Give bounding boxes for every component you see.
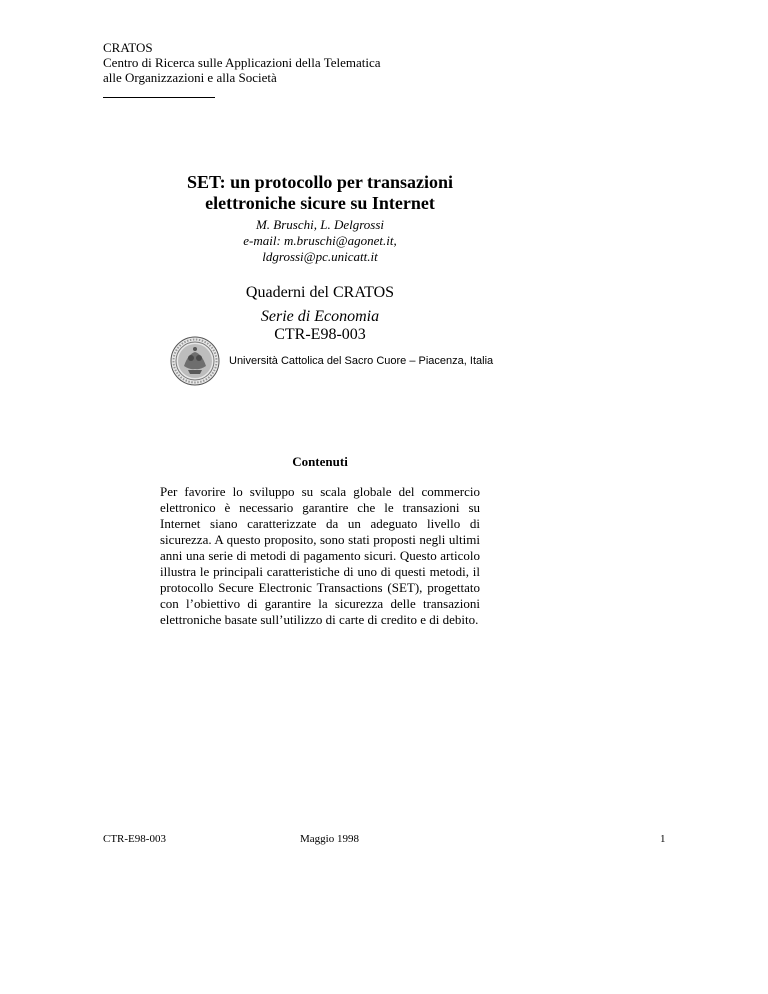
header-rule bbox=[103, 97, 215, 98]
authors-block bbox=[160, 217, 480, 265]
series-title: Serie di Economia bbox=[260, 308, 380, 325]
series-code: CTR-E98-003 bbox=[274, 326, 366, 343]
header-line-1: Centro di Ricerca sulle Applicazioni della Telematica bbox=[103, 55, 381, 70]
header-org: CRATOS bbox=[103, 40, 153, 55]
document-title bbox=[160, 172, 480, 214]
title-line-1: SET: un protocollo per transazioni bbox=[186, 172, 454, 192]
author-email-1: e-mail: m.bruschi@agonet.it, bbox=[243, 233, 397, 248]
series-name: Quaderni del CRATOS bbox=[245, 284, 395, 301]
abstract-heading: Contenuti bbox=[292, 454, 348, 469]
title-line-2: elettroniche sicure su Internet bbox=[205, 193, 435, 213]
author-email-2: ldgrossi@pc.unicatt.it bbox=[262, 249, 378, 264]
header-line-2: alle Organizzazioni e alla Società bbox=[103, 70, 277, 85]
university-seal-icon bbox=[170, 336, 220, 386]
abstract-text: Per favorire lo sviluppo su scala globale del commercio elettronico è necessario garantire che le transazioni su Internet siano caratterizzate da un adeguato livello di sicurezza. A questo proposito, sono stati proposti negli ultimi anni una serie di metodi di pagamento sicuri. Questo articolo illustra le principali caratteristiche di uno di questi metodi, il protocollo Secure Electronic Transactions (SET), progettato con l’obiettivo di garantire la sicurezza delle transazioni elettroniche basate sull’utilizzo di carte di credito e di debito. bbox=[160, 484, 480, 627]
university-name: Università Cattolica del Sacro Cuore – Piacenza, Italia bbox=[229, 355, 494, 367]
author-names: M. Bruschi, L. Delgrossi bbox=[255, 217, 385, 232]
header-block bbox=[103, 40, 381, 85]
footer-date: Maggio 1998 bbox=[300, 833, 359, 845]
footer-page-number: 1 bbox=[660, 833, 666, 845]
footer-code: CTR-E98-003 bbox=[103, 833, 166, 845]
